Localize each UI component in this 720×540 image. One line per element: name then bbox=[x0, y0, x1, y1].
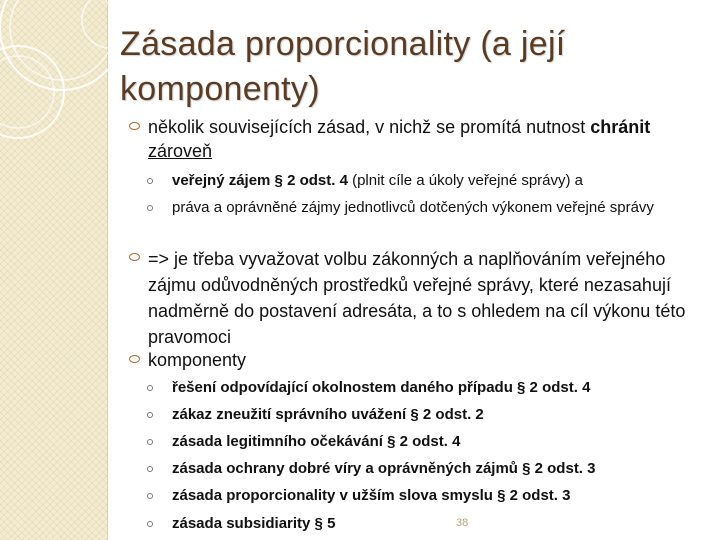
component-item bbox=[172, 486, 570, 506]
bullet-text: komponenty bbox=[148, 350, 247, 370]
component-text: zásada ochrany dobré víry a oprávněných zájmů § 2 odst. 3 bbox=[172, 460, 596, 477]
component-item bbox=[172, 405, 484, 425]
component-item bbox=[172, 514, 335, 534]
sub-bullet-text: (plnit cíle a úkoly veřejné správy) a bbox=[347, 172, 584, 189]
page-number: 38 bbox=[456, 517, 469, 529]
sub-bullet-icon bbox=[147, 412, 153, 418]
bullet-text-bold: chránit bbox=[590, 117, 651, 137]
bullet-balancing bbox=[148, 246, 698, 350]
sub-bullet-icon bbox=[147, 521, 153, 527]
bullet-components bbox=[148, 348, 246, 372]
bullet-text-underlined: zároveň bbox=[148, 141, 213, 161]
bullet-icon bbox=[129, 122, 140, 130]
component-item bbox=[172, 378, 590, 398]
sub-bullet-icon bbox=[147, 466, 153, 472]
bullet-text: => je třeba vyvažovat volbu zákonných a naplňováním veřejného zájmu odůvodněných prostředků veřejné správy, které nezasahují nadměrně do postavení adresáta, a to s ohledem na cíl výkonu této pravomoci bbox=[148, 249, 686, 347]
component-text: zásada legitimního očekávání § 2 odst. 4 bbox=[172, 433, 461, 450]
component-text: zákaz zneužití správního uvážení § 2 odst. 2 bbox=[172, 406, 484, 423]
sub-bullet-icon bbox=[147, 493, 153, 499]
bullet-icon bbox=[129, 355, 140, 363]
sub-bullet-text: práva a oprávněné zájmy jednotlivců dotčených výkonem veřejné správy bbox=[172, 199, 654, 216]
sub-bullet-icon bbox=[147, 439, 153, 445]
component-item bbox=[172, 459, 596, 479]
sub-bullet-icon bbox=[147, 178, 153, 184]
sub-bullet-bold: veřejný zájem § 2 odst. 4 bbox=[172, 172, 348, 189]
bullet-icon bbox=[129, 253, 140, 261]
component-text: zásada proporcionality v užším slova smyslu § 2 odst. 3 bbox=[172, 487, 571, 504]
sub-bullet-public-interest bbox=[172, 171, 702, 191]
slide-title: Zásada proporcionality (a její komponenty) bbox=[120, 25, 566, 108]
component-item bbox=[172, 432, 460, 452]
sub-bullet-rights bbox=[172, 198, 702, 218]
sub-bullet-icon bbox=[147, 205, 153, 211]
bullet-text-part: několik souvisejících zásad, v nichž se promítá nutnost bbox=[148, 117, 591, 137]
bullet-related-principles bbox=[148, 115, 718, 163]
component-text: zásada subsidiarity § 5 bbox=[172, 515, 336, 532]
sub-bullet-icon bbox=[147, 385, 153, 391]
component-text: řešení odpovídající okolnostem daného případu § 2 odst. 4 bbox=[172, 379, 591, 396]
